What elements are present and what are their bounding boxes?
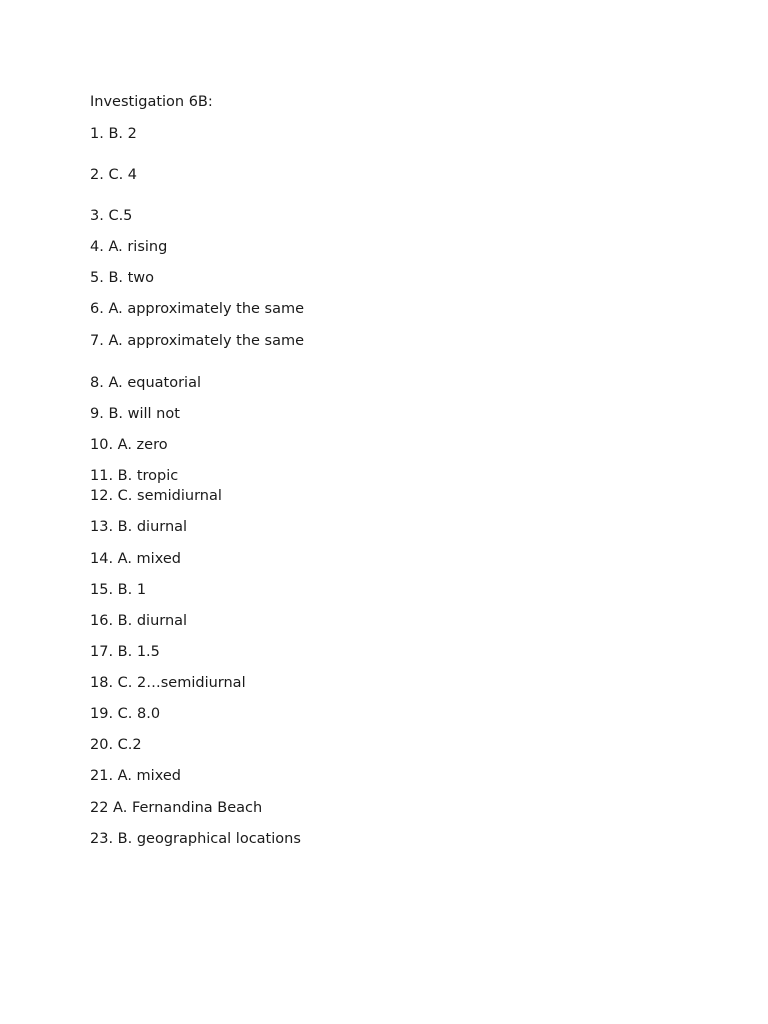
answer-16: 16. B. diurnal <box>90 613 188 629</box>
answer-7: 7. A. approximately the same <box>90 333 305 349</box>
answer-10: 10. A. zero <box>90 437 168 453</box>
answer-4: 4. A. rising <box>90 239 168 255</box>
answer-20: 20. C.2 <box>90 737 142 753</box>
page-title: Investigation 6B: <box>90 94 213 110</box>
answer-12: 12. C. semidiurnal <box>90 488 222 504</box>
answer-5: 5. B. two <box>90 270 155 286</box>
answer-17: 17. B. 1.5 <box>90 644 160 660</box>
answer-14: 14. A. mixed <box>90 551 181 567</box>
answer-8: 8. A. equatorial <box>90 375 201 391</box>
answer-15: 15. B. 1 <box>90 582 147 598</box>
answer-22: 22 A. Fernandina Beach <box>90 800 263 816</box>
answer-23: 23. B. geographical locations <box>90 831 301 847</box>
answer-3: 3. C.5 <box>90 208 133 224</box>
answer-18: 18. C. 2…semidiurnal <box>90 675 246 691</box>
answer-1: 1. B. 2 <box>90 126 137 142</box>
answer-13: 13. B. diurnal <box>90 519 188 535</box>
answer-21: 21. A. mixed <box>90 768 181 784</box>
answer-11: 11. B. tropic <box>90 468 179 484</box>
answer-2: 2. C. 4 <box>90 167 138 183</box>
answer-19: 19. C. 8.0 <box>90 706 161 722</box>
answer-6: 6. A. approximately the same <box>90 301 305 317</box>
answer-9: 9. B. will not <box>90 406 180 422</box>
